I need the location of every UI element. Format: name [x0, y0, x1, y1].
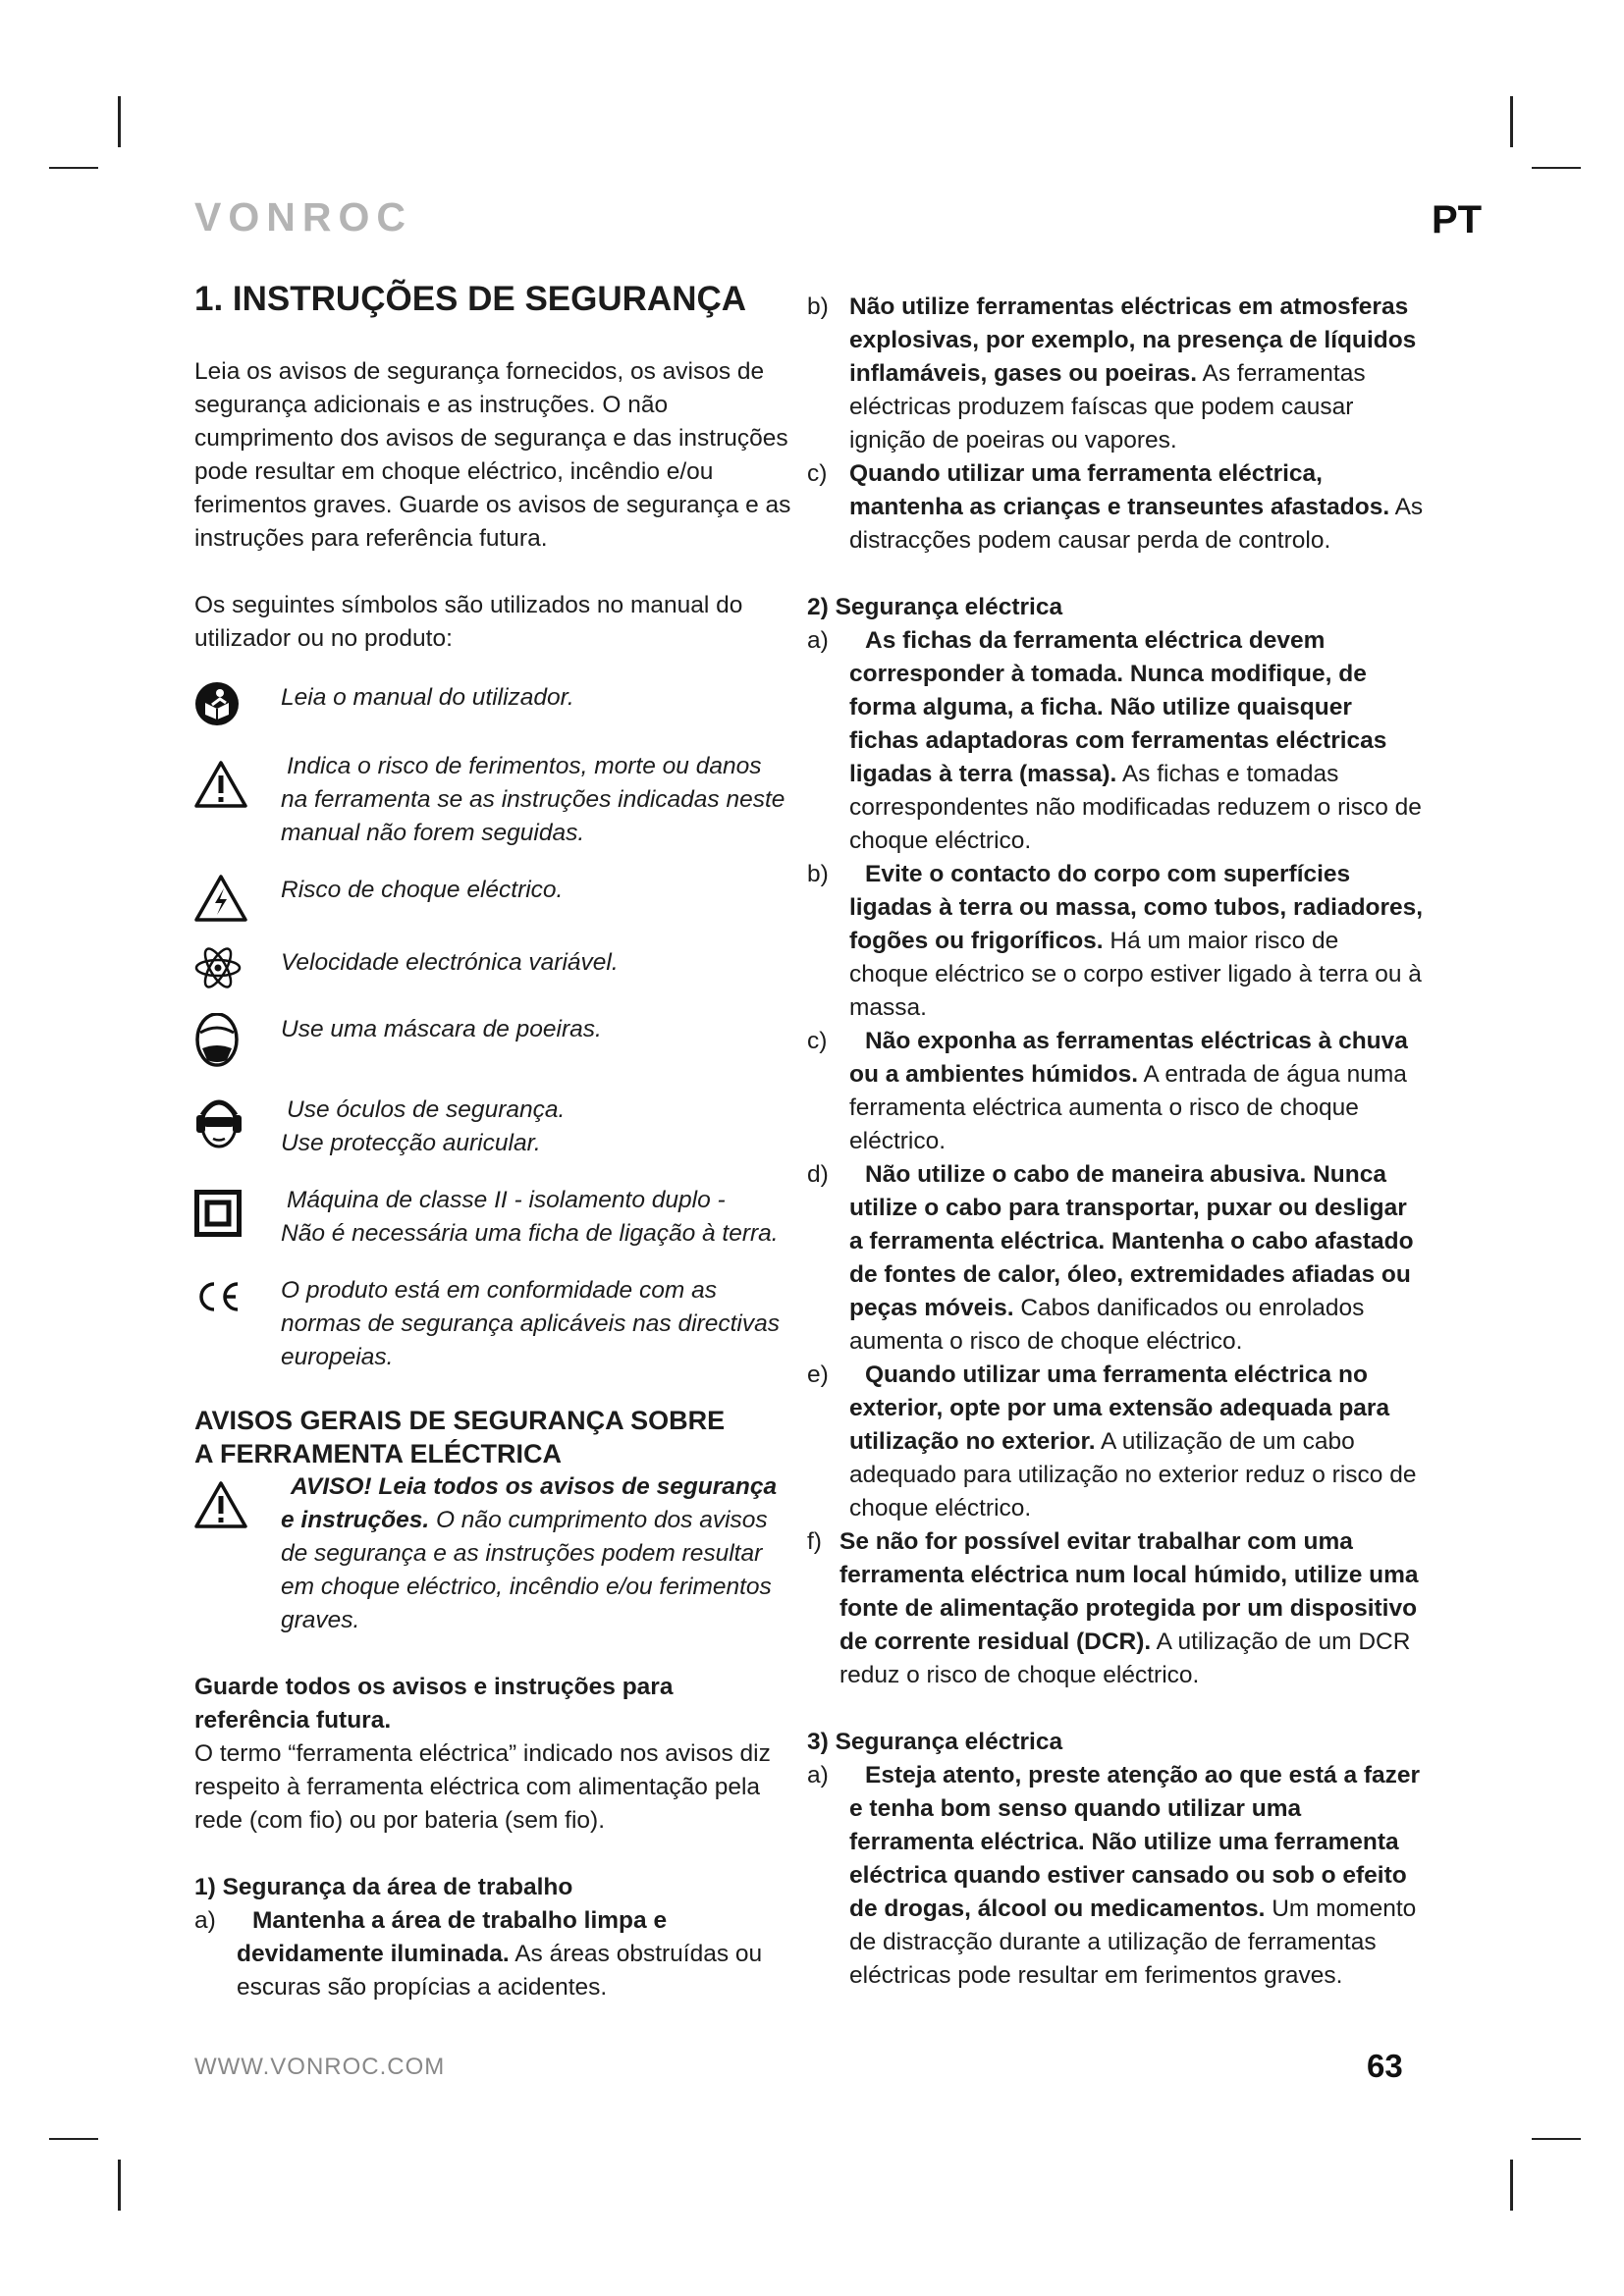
warning-text: O não cumprimento dos avisos de segurança e as instruções podem resultar em choque eléctrico, incêndio e/ou ferimentos graves.	[281, 1507, 772, 1633]
list-item: c) Não exponha as ferramentas eléctricas à chuva ou a ambientes húmidos. A entrada de água numa ferramenta eléctrica aumenta o risco de choque eléctrico.	[807, 1028, 1408, 1154]
list-item: b) Não utilize ferramentas eléctricas em atmosferas explosivas, por exemplo, na presença de líquidos inflamáveis, gases ou poeiras. As ferramentas eléctricas produzem faíscas que podem causar ignição de poeiras ou vapores.	[807, 294, 1417, 454]
symbols-intro: Os seguintes símbolos são utilizados no manual do utilizador ou no produto:	[194, 592, 743, 652]
page-number: 63	[1367, 2048, 1403, 2084]
crop-mark	[1510, 2160, 1513, 2211]
save-instructions: Guarde todos os avisos e instruções para referência futura.	[194, 1674, 674, 1734]
goggles-ear-protection-icon	[194, 1094, 244, 1150]
symbol-text: Indica o risco de ferimentos, morte ou danos na ferramenta se as instruções indicadas neste manual não forem seguidas.	[281, 753, 785, 846]
crop-mark	[118, 96, 121, 147]
symbol-text: Use óculos de segurança.	[287, 1096, 566, 1123]
list-item: d) Não utilize o cabo de maneira abusiva. Nunca utilize o cabo para transportar, puxar ou desligar a ferramenta eléctrica. Mantenha o cabo afastado de fontes de calor, óleo, extremidades afiadas ou peças móveis. Cabos danificados ou enrolados aumenta o risco de choque eléctrico.	[807, 1161, 1414, 1355]
ce-mark-icon	[194, 1280, 242, 1313]
symbol-text: Risco de choque eléctrico.	[281, 877, 564, 903]
list-item: b) Evite o contacto do corpo com superfícies ligadas à terra ou massa, como tubos, radiadores, fogões ou frigoríficos. Há um maior risco de choque eléctrico se o corpo estiver ligado à terra ou à massa.	[807, 861, 1424, 1021]
brand-logo: VONROC	[194, 194, 412, 240]
symbol-row	[194, 1184, 793, 1251]
symbol-text: Não é necessária uma ficha de ligação à terra.	[281, 1220, 779, 1247]
list-item: f) Se não for possível evitar trabalhar com uma ferramenta eléctrica num local húmido, utilize uma fonte de alimentação protegida por um dispositivo de corrente residual (DCR). A utilização de um DCR reduz o risco de choque eléctrico.	[807, 1528, 1419, 1688]
symbol-text: Use protecção auricular.	[281, 1130, 541, 1156]
crop-mark	[118, 2160, 121, 2211]
right-column	[807, 291, 1424, 1993]
left-column	[194, 279, 793, 2004]
footer-url: WWW.VONROC.COM	[194, 2054, 446, 2080]
tool-definition: O termo “ferramenta eléctrica” indicado nos avisos diz respeito à ferramenta eléctrica com alimentação pela rede (com fio) ou por bateria (sem fio).	[194, 1740, 771, 1834]
subsection-title: 1) Segurança da área de trabalho	[194, 1874, 573, 1900]
page-title: 1. INSTRUÇÕES DE SEGURANÇA	[194, 280, 747, 318]
list-item: a) As fichas da ferramenta eléctrica devem corresponder à tomada. Nunca modifique, de forma alguma, a ficha. Não utilize quaisquer fichas adaptadoras com ferramentas eléctricas ligadas à terra (massa). As fichas e tomadas correspondentes não modificadas reduzem o risco de choque eléctrico.	[807, 627, 1422, 854]
language-code: PT	[1432, 198, 1483, 241]
class-ii-icon	[194, 1190, 242, 1237]
crop-mark	[49, 2138, 98, 2140]
list-item: c) Quando utilizar uma ferramenta eléctrica, mantenha as crianças e transeuntes afastados. As distracções podem causar perda de controlo.	[807, 460, 1424, 554]
warning-icon	[194, 1480, 247, 1529]
symbol-text: Máquina de classe II - isolamento duplo -	[287, 1187, 726, 1213]
symbol-row	[194, 1013, 793, 1070]
subsection-title: 3) Segurança eléctrica	[807, 1729, 1063, 1755]
crop-mark	[1532, 167, 1581, 169]
list-item: e) Quando utilizar uma ferramenta eléctrica no exterior, opte por uma extensão adequada para utilização no exterior. A utilização de um cabo adequado para utilização no exterior reduz o risco de choque eléctrico.	[807, 1362, 1417, 1522]
dust-mask-icon	[194, 1013, 240, 1070]
symbol-row	[194, 750, 793, 850]
symbol-row	[194, 681, 793, 726]
crop-mark	[49, 167, 98, 169]
warning-block	[194, 1470, 793, 1637]
section-heading: AVISOS GERAIS DE SEGURANÇA SOBRE	[194, 1406, 726, 1435]
list-item: a) Esteja atento, preste atenção ao que está a fazer e tenha bom senso quando utilizar uma ferramenta eléctrica. Não utilize uma ferramenta eléctrica quando estiver cansado ou sob o efeito de drogas, álcool ou medicamentos. Um momento de distracção durante a utilização de ferramentas eléctricas pode resultar em ferimentos graves.	[807, 1762, 1421, 1989]
section-heading: A FERRAMENTA ELÉCTRICA	[194, 1439, 562, 1468]
variable-speed-icon	[194, 946, 242, 989]
symbol-text: Leia o manual do utilizador.	[281, 684, 574, 711]
symbol-row	[194, 1094, 793, 1160]
symbol-text: Use uma máscara de poeiras.	[281, 1016, 602, 1042]
warning-icon	[194, 760, 247, 809]
electric-shock-icon	[194, 874, 247, 923]
intro-paragraph: Leia os avisos de segurança fornecidos, os avisos de segurança adicionais e as instruções. O não cumprimento dos avisos de segurança e das instruções pode resultar em choque eléctrico, incêndio e/ou ferimentos graves. Guarde os avisos de segurança e as instruções para referência futura.	[194, 358, 791, 552]
warning-bold: AVISO! Leia todos os avisos de segurança e instruções.	[281, 1473, 778, 1533]
symbol-text: O produto está em conformidade com as normas de segurança aplicáveis nas directivas europeias.	[281, 1277, 780, 1370]
list-item: a) Mantenha a área de trabalho limpa e devidamente iluminada. As áreas obstruídas ou escuras são propícias a acidentes.	[194, 1907, 763, 2001]
crop-mark	[1510, 96, 1513, 147]
manual-icon	[194, 681, 240, 726]
subsection-title: 2) Segurança eléctrica	[807, 594, 1063, 620]
symbol-row	[194, 874, 793, 923]
symbol-row	[194, 946, 793, 989]
symbol-text: Velocidade electrónica variável.	[281, 949, 619, 976]
crop-mark	[1532, 2138, 1581, 2140]
symbol-row	[194, 1274, 793, 1374]
